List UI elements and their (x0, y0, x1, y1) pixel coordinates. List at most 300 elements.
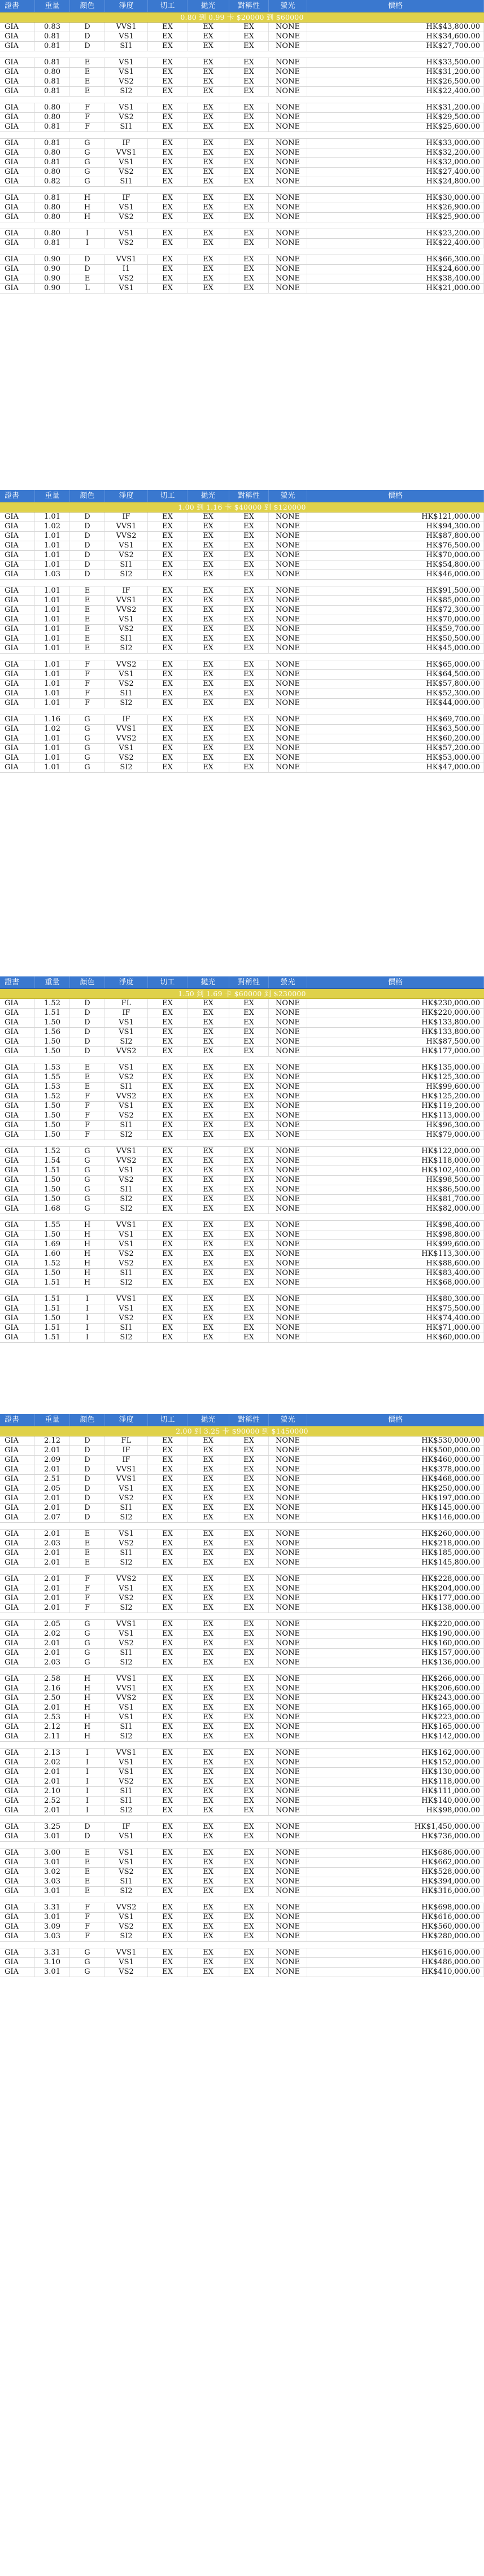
weight-cell: 0.90 (35, 284, 70, 293)
symmetry-cell: EX (229, 58, 269, 67)
symmetry-cell: EX (229, 274, 269, 283)
table-row (0, 763, 484, 773)
column-header-polish: 拋光 (188, 976, 229, 988)
symmetry-cell: EX (229, 1475, 269, 1484)
clarity-cell: VS2 (105, 680, 148, 689)
weight-cell: 1.51 (35, 1009, 70, 1018)
group-spacer (0, 1214, 484, 1221)
certificate-cell: GIA (0, 1250, 35, 1259)
cut-cell: EX (148, 744, 188, 753)
symmetry-cell: EX (229, 1639, 269, 1648)
polish-cell: EX (188, 725, 229, 734)
polish-cell: EX (188, 1823, 229, 1832)
certificate-cell: GIA (0, 229, 35, 238)
symmetry-cell: EX (229, 606, 269, 615)
table-row (0, 1018, 484, 1028)
fluorescence-cell: NONE (269, 1703, 307, 1712)
certificate-cell: GIA (0, 586, 35, 595)
symmetry-cell: EX (229, 1028, 269, 1037)
fluorescence-cell: NONE (269, 541, 307, 550)
symmetry-cell: EX (229, 734, 269, 743)
clarity-cell: SI2 (105, 1278, 148, 1287)
certificate-cell: GIA (0, 1684, 35, 1693)
table-row (0, 1047, 484, 1057)
color-cell: E (70, 1868, 105, 1877)
table-row (0, 1768, 484, 1777)
symmetry-cell: EX (229, 1922, 269, 1931)
cut-cell: EX (148, 23, 188, 32)
table-row (0, 1092, 484, 1102)
clarity-cell: VS2 (105, 1594, 148, 1603)
clarity-cell: SI1 (105, 1549, 148, 1558)
symmetry-cell: EX (229, 229, 269, 238)
price-cell: HK$223,000.00 (307, 1713, 484, 1722)
clarity-cell: SI2 (105, 1932, 148, 1941)
polish-cell: EX (188, 1658, 229, 1667)
column-header-fluorescence: 螢光 (269, 1414, 307, 1426)
fluorescence-cell: NONE (269, 512, 307, 522)
cut-cell: EX (148, 1513, 188, 1522)
color-cell: F (70, 1903, 105, 1912)
cut-cell: EX (148, 532, 188, 541)
certificate-cell: GIA (0, 1494, 35, 1503)
color-cell: D (70, 1456, 105, 1465)
clarity-cell: SI2 (105, 644, 148, 653)
cut-cell: EX (148, 1278, 188, 1287)
symmetry-cell: EX (229, 1456, 269, 1465)
weight-cell: 1.50 (35, 1018, 70, 1027)
color-cell: H (70, 1723, 105, 1732)
cut-cell: EX (148, 1549, 188, 1558)
fluorescence-cell: NONE (269, 625, 307, 634)
weight-cell: 1.52 (35, 1147, 70, 1156)
cut-cell: EX (148, 87, 188, 96)
color-cell: H (70, 1675, 105, 1684)
polish-cell: EX (188, 158, 229, 167)
certificate-cell: GIA (0, 1868, 35, 1877)
column-header-symmetry: 對稱性 (229, 490, 269, 502)
polish-cell: EX (188, 1166, 229, 1175)
price-cell: HK$98,400.00 (307, 1221, 484, 1230)
table-row (0, 715, 484, 725)
certificate-cell: GIA (0, 570, 35, 579)
polish-cell: EX (188, 1903, 229, 1912)
weight-cell: 1.50 (35, 1102, 70, 1111)
symmetry-cell: EX (229, 1131, 269, 1140)
clarity-cell: SI2 (105, 1513, 148, 1522)
polish-cell: EX (188, 1758, 229, 1767)
table-row (0, 139, 484, 148)
fluorescence-cell: NONE (269, 1958, 307, 1967)
cut-cell: EX (148, 551, 188, 560)
fluorescence-cell: NONE (269, 1868, 307, 1877)
certificate-cell: GIA (0, 1083, 35, 1092)
cut-cell: EX (148, 1083, 188, 1092)
polish-cell: EX (188, 999, 229, 1008)
table-row (0, 1877, 484, 1887)
price-cell: HK$88,600.00 (307, 1259, 484, 1268)
weight-cell: 2.03 (35, 1658, 70, 1667)
cut-cell: EX (148, 1185, 188, 1194)
fluorescence-cell: NONE (269, 1594, 307, 1603)
clarity-cell: SI2 (105, 570, 148, 579)
symmetry-cell: EX (229, 625, 269, 634)
fluorescence-cell: NONE (269, 699, 307, 708)
cut-cell: EX (148, 1675, 188, 1684)
clarity-cell: VS2 (105, 113, 148, 122)
symmetry-cell: EX (229, 551, 269, 560)
table-row (0, 265, 484, 274)
price-cell: HK$113,000.00 (307, 1111, 484, 1120)
weight-cell: 3.31 (35, 1948, 70, 1957)
table-row (0, 1324, 484, 1333)
polish-cell: EX (188, 1868, 229, 1877)
weight-cell: 1.50 (35, 1176, 70, 1185)
price-cell: HK$44,000.00 (307, 699, 484, 708)
weight-cell: 2.01 (35, 1494, 70, 1503)
cut-cell: EX (148, 999, 188, 1008)
fluorescence-cell: NONE (269, 177, 307, 186)
column-header-weight: 重量 (35, 1414, 70, 1426)
fluorescence-cell: NONE (269, 1147, 307, 1156)
clarity-cell: VS1 (105, 744, 148, 753)
fluorescence-cell: NONE (269, 158, 307, 167)
table-row (0, 1749, 484, 1758)
certificate-cell: GIA (0, 1713, 35, 1722)
weight-cell: 1.55 (35, 1221, 70, 1230)
cut-cell: EX (148, 177, 188, 186)
color-cell: F (70, 1121, 105, 1130)
column-header-cut: 切工 (148, 0, 188, 12)
range-bar (0, 989, 484, 999)
weight-cell: 1.50 (35, 1047, 70, 1056)
fluorescence-cell: NONE (269, 1968, 307, 1977)
symmetry-cell: EX (229, 77, 269, 86)
clarity-cell: VS1 (105, 1240, 148, 1249)
table-row (0, 1806, 484, 1816)
polish-cell: EX (188, 1604, 229, 1613)
column-header-cut: 切工 (148, 1414, 188, 1426)
fluorescence-cell: NONE (269, 1324, 307, 1333)
table-row (0, 32, 484, 42)
price-cell: HK$82,000.00 (307, 1204, 484, 1213)
fluorescence-cell: NONE (269, 1649, 307, 1658)
table-row (0, 1278, 484, 1288)
price-cell: HK$135,000.00 (307, 1063, 484, 1072)
color-cell: F (70, 1584, 105, 1593)
clarity-cell: VS1 (105, 1584, 148, 1593)
table-row (0, 1539, 484, 1549)
price-cell: HK$185,000.00 (307, 1549, 484, 1558)
clarity-cell: VVS2 (105, 532, 148, 541)
certificate-cell: GIA (0, 1639, 35, 1648)
table-row (0, 615, 484, 625)
cut-cell: EX (148, 1436, 188, 1445)
certificate-cell: GIA (0, 1758, 35, 1767)
cut-cell: EX (148, 1530, 188, 1539)
color-cell: H (70, 1278, 105, 1287)
fluorescence-cell: NONE (269, 522, 307, 531)
weight-cell: 3.01 (35, 1968, 70, 1977)
table-row (0, 541, 484, 551)
color-cell: G (70, 734, 105, 743)
table-header (0, 490, 484, 502)
column-header-certificate: 證書 (0, 0, 35, 12)
table-row (0, 1732, 484, 1742)
fluorescence-cell: NONE (269, 1494, 307, 1503)
group-spacer (0, 51, 484, 58)
certificate-cell: GIA (0, 68, 35, 77)
price-cell: HK$87,500.00 (307, 1037, 484, 1046)
column-header-cut: 切工 (148, 976, 188, 988)
certificate-cell: GIA (0, 1858, 35, 1867)
certificate-cell: GIA (0, 122, 35, 132)
color-cell: I (70, 1758, 105, 1767)
symmetry-cell: EX (229, 1147, 269, 1156)
cut-cell: EX (148, 1230, 188, 1239)
color-cell: E (70, 615, 105, 624)
table-row (0, 1777, 484, 1787)
polish-cell: EX (188, 1777, 229, 1786)
symmetry-cell: EX (229, 596, 269, 605)
table-row (0, 1250, 484, 1259)
weight-cell: 3.01 (35, 1887, 70, 1896)
polish-cell: EX (188, 1723, 229, 1732)
table-row (0, 203, 484, 213)
clarity-cell: VS2 (105, 1111, 148, 1120)
color-cell: H (70, 1230, 105, 1239)
fluorescence-cell: NONE (269, 596, 307, 605)
clarity-cell: SI2 (105, 1195, 148, 1204)
color-cell: I (70, 229, 105, 238)
price-cell: HK$32,200.00 (307, 148, 484, 157)
clarity-cell: VS1 (105, 541, 148, 550)
color-cell: I (70, 239, 105, 248)
symmetry-cell: EX (229, 570, 269, 579)
polish-cell: EX (188, 1314, 229, 1323)
price-cell: HK$160,000.00 (307, 1639, 484, 1648)
symmetry-cell: EX (229, 1530, 269, 1539)
symmetry-cell: EX (229, 1558, 269, 1567)
table-row (0, 1513, 484, 1523)
fluorescence-cell: NONE (269, 1121, 307, 1130)
table-row (0, 1269, 484, 1278)
color-cell: H (70, 1713, 105, 1722)
table-row (0, 1131, 484, 1140)
cut-cell: EX (148, 1723, 188, 1732)
cut-cell: EX (148, 1932, 188, 1941)
weight-cell: 2.01 (35, 1703, 70, 1712)
weight-cell: 0.81 (35, 122, 70, 132)
symmetry-cell: EX (229, 1111, 269, 1120)
column-header-weight: 重量 (35, 490, 70, 502)
price-cell: HK$165,000.00 (307, 1703, 484, 1712)
fluorescence-cell: NONE (269, 1111, 307, 1120)
symmetry-cell: EX (229, 32, 269, 41)
certificate-cell: GIA (0, 1278, 35, 1287)
polish-cell: EX (188, 58, 229, 67)
group-spacer (0, 1288, 484, 1295)
price-cell: HK$59,700.00 (307, 625, 484, 634)
fluorescence-cell: NONE (269, 1009, 307, 1018)
weight-cell: 1.01 (35, 634, 70, 643)
price-cell: HK$136,000.00 (307, 1658, 484, 1667)
cut-cell: EX (148, 680, 188, 689)
symmetry-cell: EX (229, 1768, 269, 1777)
fluorescence-cell: NONE (269, 32, 307, 41)
group-spacer (0, 1140, 484, 1147)
polish-cell: EX (188, 1185, 229, 1194)
weight-cell: 0.80 (35, 213, 70, 222)
clarity-cell: VS2 (105, 1259, 148, 1268)
cut-cell: EX (148, 1777, 188, 1786)
fluorescence-cell: NONE (269, 1758, 307, 1767)
weight-cell: 0.81 (35, 42, 70, 51)
clarity-cell: VS1 (105, 68, 148, 77)
table-row (0, 1604, 484, 1613)
weight-cell: 1.52 (35, 1259, 70, 1268)
certificate-cell: GIA (0, 644, 35, 653)
cut-cell: EX (148, 213, 188, 222)
certificate-cell: GIA (0, 1539, 35, 1548)
certificate-cell: GIA (0, 213, 35, 222)
clarity-cell: VVS2 (105, 1047, 148, 1056)
certificate-cell: GIA (0, 734, 35, 743)
certificate-cell: GIA (0, 699, 35, 708)
price-cell: HK$662,000.00 (307, 1858, 484, 1867)
price-cell: HK$91,500.00 (307, 586, 484, 595)
color-cell: G (70, 1948, 105, 1957)
symmetry-cell: EX (229, 1446, 269, 1455)
clarity-cell: FL (105, 1436, 148, 1445)
weight-cell: 2.01 (35, 1594, 70, 1603)
table-row (0, 1111, 484, 1121)
certificate-cell: GIA (0, 1558, 35, 1567)
fluorescence-cell: NONE (269, 1456, 307, 1465)
weight-cell: 1.69 (35, 1240, 70, 1249)
table-row (0, 1913, 484, 1922)
symmetry-cell: EX (229, 522, 269, 531)
polish-cell: EX (188, 42, 229, 51)
polish-cell: EX (188, 551, 229, 560)
color-cell: H (70, 1684, 105, 1693)
group-spacer (0, 132, 484, 139)
color-cell: D (70, 32, 105, 41)
certificate-cell: GIA (0, 596, 35, 605)
table-row (0, 1230, 484, 1240)
table-row (0, 680, 484, 689)
symmetry-cell: EX (229, 689, 269, 698)
weight-cell: 1.01 (35, 586, 70, 595)
table-row (0, 1922, 484, 1932)
color-cell: G (70, 1649, 105, 1658)
column-header-fluorescence: 螢光 (269, 490, 307, 502)
clarity-cell: SI1 (105, 1324, 148, 1333)
weight-cell: 1.01 (35, 744, 70, 753)
weight-cell: 3.00 (35, 1848, 70, 1857)
certificate-cell: GIA (0, 1295, 35, 1304)
color-cell: E (70, 1073, 105, 1082)
cut-cell: EX (148, 1475, 188, 1484)
table-row (0, 1932, 484, 1942)
cut-cell: EX (148, 512, 188, 522)
polish-cell: EX (188, 522, 229, 531)
clarity-cell: VS1 (105, 1166, 148, 1175)
clarity-cell: VVS1 (105, 522, 148, 531)
clarity-cell: IF (105, 1456, 148, 1465)
cut-cell: EX (148, 1558, 188, 1567)
weight-cell: 1.01 (35, 699, 70, 708)
polish-cell: EX (188, 1832, 229, 1841)
symmetry-cell: EX (229, 680, 269, 689)
polish-cell: EX (188, 1787, 229, 1796)
cut-cell: EX (148, 1324, 188, 1333)
range-label: 0.80 到 0.99 卡 $20000 到 $60000 (180, 13, 304, 21)
cut-cell: EX (148, 660, 188, 669)
table-row (0, 1968, 484, 1977)
fluorescence-cell: NONE (269, 1558, 307, 1567)
column-header-symmetry: 對稱性 (229, 1414, 269, 1426)
group-spacer (0, 248, 484, 255)
fluorescence-cell: NONE (269, 265, 307, 274)
certificate-cell: GIA (0, 284, 35, 293)
polish-cell: EX (188, 1083, 229, 1092)
range-label: 1.50 到 1.69 卡 $60000 到 $230000 (178, 989, 306, 998)
certificate-cell: GIA (0, 1465, 35, 1474)
certificate-cell: GIA (0, 1009, 35, 1018)
table-row (0, 1620, 484, 1629)
price-cell: HK$26,900.00 (307, 203, 484, 212)
certificate-cell: GIA (0, 660, 35, 669)
symmetry-cell: EX (229, 1092, 269, 1101)
weight-cell: 0.82 (35, 177, 70, 186)
symmetry-cell: EX (229, 1777, 269, 1786)
certificate-cell: GIA (0, 680, 35, 689)
symmetry-cell: EX (229, 103, 269, 112)
certificate-cell: GIA (0, 1147, 35, 1156)
certificate-cell: GIA (0, 1584, 35, 1593)
cut-cell: EX (148, 725, 188, 734)
symmetry-cell: EX (229, 1333, 269, 1342)
clarity-cell: SI2 (105, 699, 148, 708)
polish-cell: EX (188, 1111, 229, 1120)
polish-cell: EX (188, 753, 229, 763)
color-cell: H (70, 1732, 105, 1741)
price-cell: HK$57,800.00 (307, 680, 484, 689)
polish-cell: EX (188, 1549, 229, 1558)
fluorescence-cell: NONE (269, 1465, 307, 1474)
clarity-cell: VS2 (105, 1868, 148, 1877)
table-row (0, 1823, 484, 1832)
polish-cell: EX (188, 1713, 229, 1722)
price-cell: HK$64,500.00 (307, 670, 484, 679)
table-row (0, 194, 484, 203)
cut-cell: EX (148, 1147, 188, 1156)
cut-cell: EX (148, 734, 188, 743)
color-cell: E (70, 77, 105, 86)
symmetry-cell: EX (229, 1703, 269, 1712)
certificate-cell: GIA (0, 1832, 35, 1841)
table-row (0, 606, 484, 615)
weight-cell: 2.13 (35, 1749, 70, 1758)
cut-cell: EX (148, 1732, 188, 1741)
fluorescence-cell: NONE (269, 1848, 307, 1857)
fluorescence-cell: NONE (269, 999, 307, 1008)
weight-cell: 1.01 (35, 753, 70, 763)
symmetry-cell: EX (229, 1968, 269, 1977)
price-cell: HK$70,000.00 (307, 615, 484, 624)
clarity-cell: VS1 (105, 1858, 148, 1867)
